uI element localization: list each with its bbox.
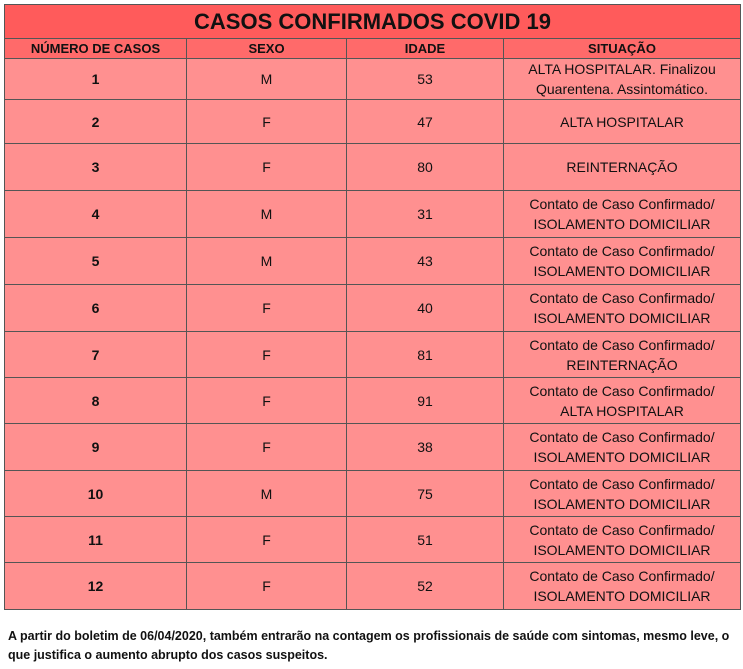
cell-idade: 43 bbox=[347, 238, 504, 285]
cell-sexo: F bbox=[187, 563, 347, 610]
cell-situacao: REINTERNAÇÃO bbox=[504, 144, 741, 191]
cell-situacao: Contato de Caso Confirmado/ ISOLAMENTO DOMICILIAR bbox=[504, 285, 741, 332]
cell-numero: 8 bbox=[5, 378, 187, 424]
cell-situacao: Contato de Caso Confirmado/ ISOLAMENTO DOMICILIAR bbox=[504, 563, 741, 610]
cell-idade: 80 bbox=[347, 144, 504, 191]
cell-numero: 12 bbox=[5, 563, 187, 610]
table-body bbox=[5, 59, 741, 610]
cell-numero: 2 bbox=[5, 100, 187, 144]
cell-situacao: ALTA HOSPITALAR. Finalizou Quarentena. Assintomático. bbox=[504, 59, 741, 100]
cell-numero: 6 bbox=[5, 285, 187, 332]
cell-numero: 3 bbox=[5, 144, 187, 191]
cell-idade: 81 bbox=[347, 332, 504, 378]
table-row bbox=[5, 100, 741, 144]
cell-numero: 1 bbox=[5, 59, 187, 100]
table-row bbox=[5, 563, 741, 610]
table-row bbox=[5, 471, 741, 517]
cell-sexo: F bbox=[187, 424, 347, 471]
cell-sexo: M bbox=[187, 59, 347, 100]
cell-idade: 47 bbox=[347, 100, 504, 144]
cell-sexo: M bbox=[187, 238, 347, 285]
header-situacao: SITUAÇÃO bbox=[504, 39, 741, 59]
table-row bbox=[5, 424, 741, 471]
table-row bbox=[5, 332, 741, 378]
footnote: A partir do boletim de 06/04/2020, também entrarão na contagem os profissionais de saúde com sintomas, mesmo leve, o que justifica o aumento abrupto dos casos suspeitos. bbox=[8, 629, 730, 662]
table-row bbox=[5, 59, 741, 100]
cell-idade: 53 bbox=[347, 59, 504, 100]
cell-sexo: M bbox=[187, 471, 347, 517]
cell-idade: 38 bbox=[347, 424, 504, 471]
cell-numero: 5 bbox=[5, 238, 187, 285]
cell-situacao: Contato de Caso Confirmado/ ISOLAMENTO DOMICILIAR bbox=[504, 517, 741, 563]
cell-idade: 51 bbox=[347, 517, 504, 563]
cell-idade: 40 bbox=[347, 285, 504, 332]
table-row bbox=[5, 238, 741, 285]
table-row bbox=[5, 285, 741, 332]
cell-situacao: Contato de Caso Confirmado/ REINTERNAÇÃO bbox=[504, 332, 741, 378]
cell-sexo: F bbox=[187, 517, 347, 563]
cell-sexo: F bbox=[187, 332, 347, 378]
cell-sexo: F bbox=[187, 378, 347, 424]
header-sexo: SEXO bbox=[187, 39, 347, 59]
cell-numero: 10 bbox=[5, 471, 187, 517]
header-row bbox=[5, 39, 741, 59]
header-idade: IDADE bbox=[347, 39, 504, 59]
cell-situacao: Contato de Caso Confirmado/ ISOLAMENTO DOMICILIAR bbox=[504, 471, 741, 517]
header-numero-de-casos: NÚMERO DE CASOS bbox=[5, 39, 187, 59]
cell-situacao: Contato de Caso Confirmado/ ISOLAMENTO DOMICILIAR bbox=[504, 424, 741, 471]
table-title: CASOS CONFIRMADOS COVID 19 bbox=[5, 5, 741, 39]
cell-sexo: F bbox=[187, 100, 347, 144]
cell-sexo: F bbox=[187, 285, 347, 332]
covid-cases-table-wrapper bbox=[4, 4, 740, 610]
cell-idade: 31 bbox=[347, 191, 504, 238]
cell-numero: 7 bbox=[5, 332, 187, 378]
cell-sexo: F bbox=[187, 144, 347, 191]
cell-situacao: Contato de Caso Confirmado/ ISOLAMENTO DOMICILIAR bbox=[504, 238, 741, 285]
cell-numero: 11 bbox=[5, 517, 187, 563]
cell-situacao: ALTA HOSPITALAR bbox=[504, 100, 741, 144]
cell-situacao: Contato de Caso Confirmado/ ALTA HOSPITALAR bbox=[504, 378, 741, 424]
cell-idade: 75 bbox=[347, 471, 504, 517]
cell-sexo: M bbox=[187, 191, 347, 238]
table-row bbox=[5, 378, 741, 424]
cell-situacao: Contato de Caso Confirmado/ ISOLAMENTO DOMICILIAR bbox=[504, 191, 741, 238]
covid-cases-table bbox=[4, 4, 741, 610]
table-row bbox=[5, 517, 741, 563]
cell-idade: 52 bbox=[347, 563, 504, 610]
cell-idade: 91 bbox=[347, 378, 504, 424]
table-row bbox=[5, 191, 741, 238]
cell-numero: 4 bbox=[5, 191, 187, 238]
table-row bbox=[5, 144, 741, 191]
cell-numero: 9 bbox=[5, 424, 187, 471]
